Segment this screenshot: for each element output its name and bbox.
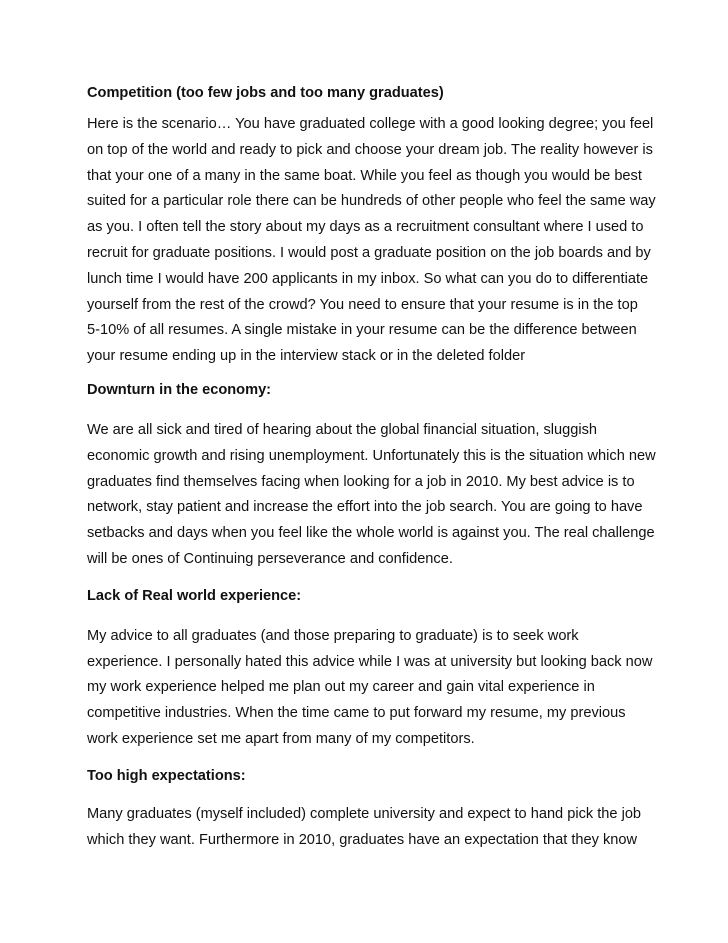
text-line: network, stay patient and increase the effort into the job search. You are going to have	[87, 499, 643, 516]
text-line: lunch time I would have 200 applicants in my inbox. So what can you do to differentiate	[87, 270, 649, 287]
text-line: as you. I often tell the story about my days as a recruitment consultant where I used to	[87, 219, 644, 236]
text-line: We are all sick and tired of hearing about the global financial situation, sluggish	[87, 421, 598, 438]
section-heading-experience: Lack of Real world experience:	[87, 587, 302, 604]
text-line: setbacks and days when you feel like the whole world is against you. The real challenge	[87, 525, 655, 542]
section-heading-competition: Competition (too few jobs and too many graduates)	[87, 85, 444, 101]
paragraph-expectations	[87, 802, 658, 854]
text-line: on top of the world and ready to pick and choose your dream job. The reality however is	[87, 141, 653, 158]
text-line: 5-10% of all resumes. A single mistake in your resume can be the difference between	[87, 322, 637, 339]
text-line: that your one of a many in the same boat. While you feel as though you would be best	[87, 167, 642, 184]
text-line: Here is the scenario… You have graduated college with a good looking degree; you feel	[87, 116, 654, 132]
text-line: will be ones of Continuing perseverance and confidence.	[87, 550, 453, 567]
paragraph-downturn	[87, 418, 658, 573]
text-line: competitive industries. When the time came to put forward my resume, my previous	[87, 705, 626, 722]
text-line: yourself from the rest of the crowd? You need to ensure that your resume is in the top	[87, 296, 638, 313]
text-line: suited for a particular role there can be hundreds of other people who feel the same way	[87, 193, 656, 210]
text-line: your resume ending up in the interview stack or in the deleted folder	[87, 348, 526, 365]
text-line: graduates find themselves facing when looking for a job in 2010. My best advice is to	[87, 473, 635, 490]
paragraph-competition	[87, 112, 658, 370]
text-line: my work experience helped me plan out my career and gain vital experience in	[87, 679, 595, 696]
section-heading-expectations: Too high expectations:	[87, 767, 246, 784]
text-line: Many graduates (myself included) complete university and expect to hand pick the job	[87, 805, 642, 822]
paragraph-experience	[87, 624, 658, 753]
text-line: work experience set me apart from many of my competitors.	[87, 730, 475, 747]
text-line: experience. I personally hated this advice while I was at university but looking back now	[87, 653, 653, 670]
text-line: which they want. Furthermore in 2010, graduates have an expectation that they know	[87, 831, 638, 848]
text-line: recruit for graduate positions. I would post a graduate position on the job boards and by	[87, 244, 651, 261]
text-line: economic growth and rising unemployment. Unfortunately this is the situation which new	[87, 447, 656, 464]
section-heading-downturn: Downturn in the economy:	[87, 381, 272, 398]
text-line: My advice to all graduates (and those preparing to graduate) is to seek work	[87, 627, 579, 644]
